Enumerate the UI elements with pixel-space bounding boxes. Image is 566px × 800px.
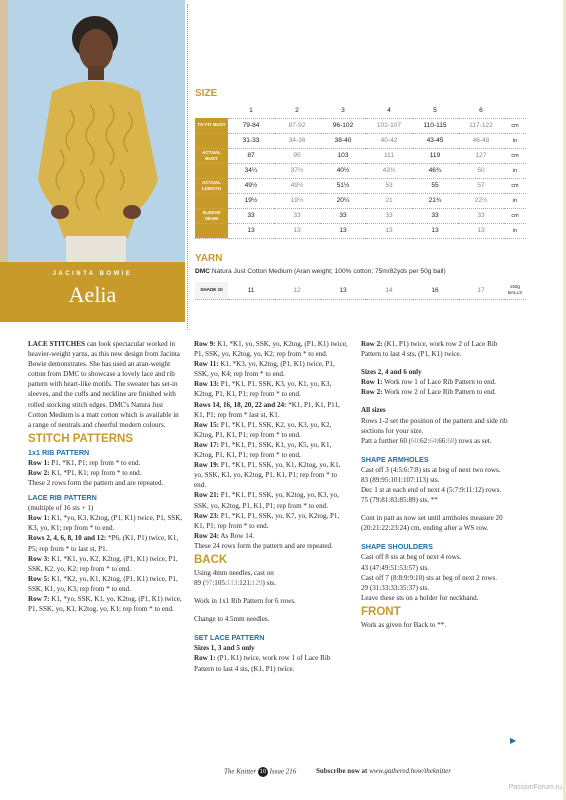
column-1: LACE STITCHES can look spectacular worked in heavier-weight yarns, as this new design from Jacinta Bowie demonstrates. She has used an aran-weight cotton from DMC to showcase a lovely lace and rib pattern with heart-like motifs. The sweater has set-in sleeves, and the cuffs and neckline are finished with rolled stocking stitch edges. DMC's Natura Just Cotton Medium is a matt cotton which is available in a range of neutrals and cheerful modern colours. STITCH PATTERNS 1x1 RIB PATTERN Row 1: P1, *K1, P1; rep from * to end. Row 2: K1, *P1, K1; rep from * to end. These 2 rows form the pattern and are repeated. LACE RIB PATTERN (multiple of 16 sts + 1) Row 1: K1, *yo, K3, K2tog, (P1, K1) twice, P1, SSK, K3, yo, K1; rep from * to end. Rows 2, 4, 6, 8, 10 and 12: *P6, (K1, P1) twice, K1, P5; rep from * to last st, P1. Row 3: K1, *K1, yo, K2, K2tog, (P1, K1) twice, P1, SSK, K2, yo, K2; rep from * to end. Row 5: K1, *K2, yo, K1, K2tog, (P1, K1) twice, P1, SSK, K1, yo, K3; rep from * to end. Row 7: K1, *yo, SSK, K1, yo, K2tog, (P1, K1) twice, P1, SSK, yo, K1, K2tog, yo, K1; rep from * to end. [28,340,183,614]
table-row: ACTUAL BUST 87 95 103 111 119 127 cm [195,148,526,163]
table-row: ACTUAL LENGTH 49½ 49½ 51½ 53 55 57 cm [195,178,526,193]
shape-shoulders-heading: SHAPE SHOULDERS [361,542,433,552]
yarn-description: DMC Natura Just Cotton Medium (Aran weight; 100% cotton; 75m/82yds per 50g ball) [195,268,446,275]
yarn-heading: YARN [195,253,223,264]
back-heading: BACK [194,553,228,566]
lace-rib-heading: LACE RIB PATTERN [28,493,97,503]
watermark: PassionForum.ru [508,784,562,791]
table-row: 31-33 34-36 38-40 40-42 43-45 46-48 in [195,133,526,148]
photo-divider [187,4,188,330]
yarn-quantity-table [195,282,526,300]
column-2: Row 9: K1, *K1, yo, SSK, yo, K2tog, (P1, K1) twice, P1, SSK, yo, K2tog, yo, K2; rep from * to end. Row 11: K1, *K3, yo, K2tog, (P1, K1) twice, P1, SSK, yo, K4; rep from * to end. Row 13: P1, *K1, P1, SSK, K3, yo, K1, yo, K3, K2tog, P1, K1, P1; rep from * to end. Rows 14, 16, 18, 20, 22 and 24: *K1, P1, K1, P11, K1, P1; rep from * last st, K1. Row 15: P1, *K1, P1, SSK, K2, yo, K3, yo, K2, K2tog, P1, K1, P1; rep from * to end. Row 17: P1, *K1, P1, SSK, K1, yo, K5, yo, K1, K2tog, P1, K1, P1; rep from * to end. Row 19: P1, *K1, P1, SSK, yo, K1, K2tog, yo, K1, yo, SSK, K1, yo, K2tog, P1, K1, P1; rep from * to end. Row 21: P1, *K1, P1, SSK, yo, K2tog, yo, K3, yo, SSK, yo, K2tog, P1, K1, P1; rep from * to end. Row 23: P1, *K1, P1, SSK, yo, K7, yo, K2tog, P1, K1, P1; rep from * to end. Row 24: As Row 14. These 24 rows form the pattern and are repeated. BACK Using 4mm needles, cast on 89 (97:105:113:121:129) sts. Work in 1x1 Rib Pattern for 6 rows. Change to 4.5mm needles. SET LACE PATTERN Sizes 1, 3 and 5 only Row 1: (P1, K1) twice, work row 1 of Lace Rib Pattern to last 4 sts, (K1, P1) twice. [194,339,350,674]
table-row: SLEEVE SEAM 33 33 33 33 33 33 cm [195,208,526,223]
model-photo-illustration [0,0,185,262]
continue-arrow-icon: ▶ [510,736,517,745]
table-row: 19½ 19½ 20¼ 21 21¾ 22½ in [195,193,526,208]
intro-text: LACE STITCHES can look spectacular worked in heavier-weight yarns, as this new design from Jacinta Bowie demonstrates. She has used an aran-weight cotton from DMC to showcase a lovely lace and rib pattern with heart-like motifs. The sweater has set-in sleeves, and the cuffs and neckline are finished with rolled stocking stitch edges. DMC's Natura Just Cotton Medium is a matt cotton which is available in a range of neutrals and cheerful modern colours. [28,340,180,429]
model-photo [0,0,185,262]
table-row: TO FIT BUST 79-84 87-92 96-102 102-107 110-115 117-122 cm [195,118,526,133]
table-row: 13 13 13 13 13 13 in [195,223,526,238]
set-lace-heading: SET LACE PATTERN [194,633,265,643]
stitch-patterns-heading: STITCH PATTERNS [28,432,133,445]
front-heading: FRONT [361,605,401,618]
rib-pattern-heading: 1x1 RIB PATTERN [28,447,90,457]
column-3: Row 2: (K1, P1) twice, work row 2 of Lace Rib Pattern to last 4 sts, (P1, K1) twice. Sizes 2, 4 and 6 only Row 1: Work row 1 of Lace Rib Pattern to end. Row 2: Work row 2 of Lace Rib Pattern to end. All sizes Rows 1-2 set the position of the pattern and side rib sections for your size. Patt a further 60 (60:62:64:66:68) rows as set. SHAPE ARMHOLES Cast off 3 (4:5:6:7:8) sts at beg of next two rows. 83 (89:95:101:107:113) sts. Dec 1 st at each end of next 4 (5:7:9:11:12) rows. 75 (79:81:83:85:89) sts. ** Cont in patt as now set until armholes measure 20 (20:21:22:23:24) cm, ending after a WS row. SHAPE SHOULDERS Cast off 8 sts at beg of next 4 rows. 43 (47:49:51:53:57) sts. Cast off 7 (8:8:9:9:10) sts at beg of next 2 rows. 29 (31:33:33:35:37) sts. Leave these sts on a holder for neckband. FRONT Work as given for Back to **. [361,339,517,630]
designer-name: JACINTA BOWIE [52,271,133,277]
page-number: 10 [259,769,266,775]
table-row: 34¼ 37½ 40½ 43¾ 46¾ 50 in [195,163,526,178]
pattern-title: Aelia [68,282,117,307]
footer-magazine: The Knitter 10 Issue 216 [224,767,297,776]
shape-armholes-heading: SHAPE ARMHOLES [361,454,429,464]
size-table: 1 2 3 4 5 6 TO FIT BUST 79-84 87-92 96-102 102-107 110-115 117-122 cm 31-33 34-36 38-40 40-42 43-45 46-48 in ACTUAL BUST 87 95 103 111 119 127 cm 34¼ 37½ 40½ 43¾ 46¾ 50 in ACTUAL LENGTH 49½ 49½ 51½ 53 55 57 cm 19½ 19½ 20¼ 21 21¾ 22½ in SLEEVE SEAM 33 33 33 33 33 33 cm 13 13 13 13 13 13 in [195,103,526,239]
table-row: SHADE 10 11 12 13 14 16 17 x50g BALLS [195,282,526,299]
footer-subscribe: Subscribe now at www.gathered.how/theknitter [316,767,452,775]
size-heading: SIZE [195,88,218,99]
